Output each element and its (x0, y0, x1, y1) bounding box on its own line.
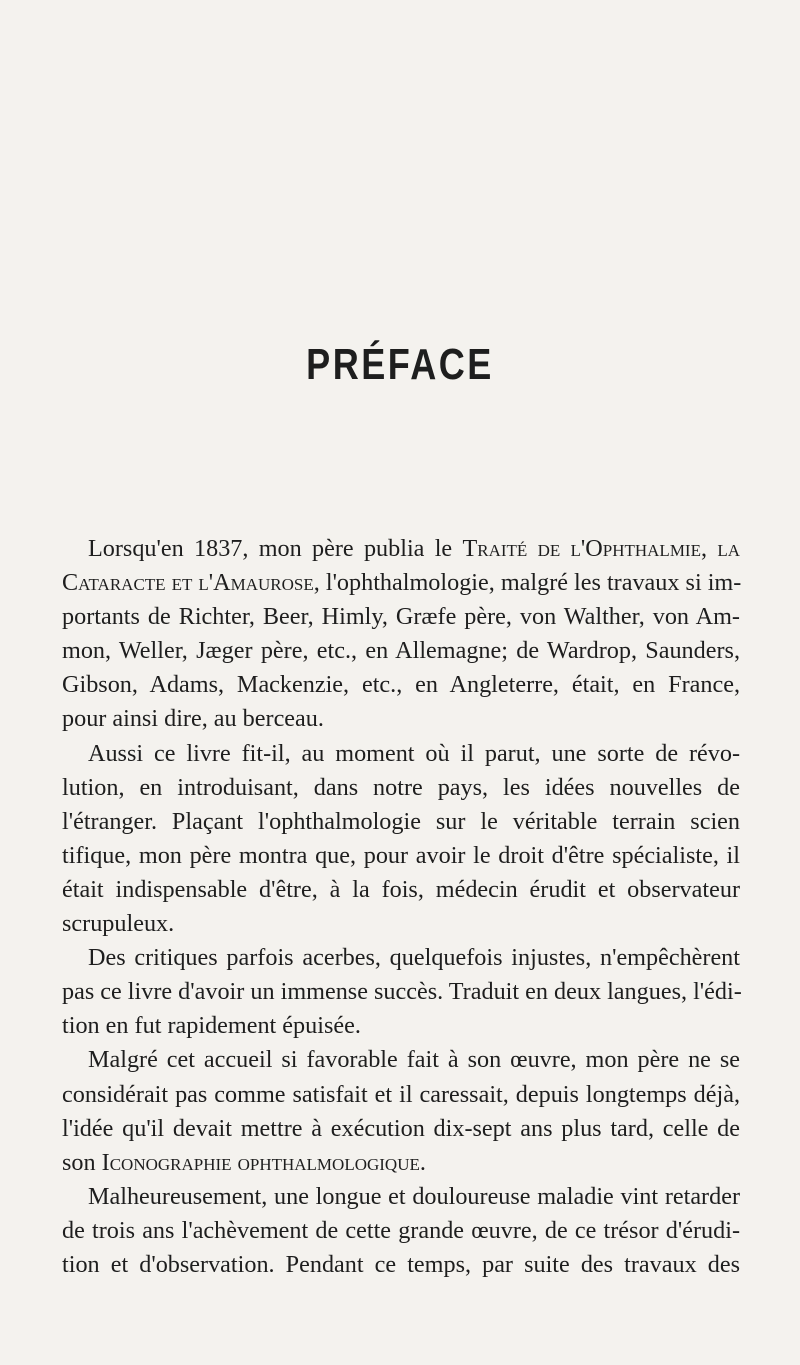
text-run: lution, en introduisant, dans notre pays, les idées nouvelles de (62, 773, 740, 801)
text-run: Lorsqu'en 1837, mon père publia le (88, 535, 463, 562)
small-caps-title: Cataracte et l'Amaurose, (62, 569, 320, 597)
text-line (62, 907, 740, 941)
text-line (62, 1248, 740, 1282)
text-run: était indispensable d'être, à la fois, médecin érudit et observateur (62, 875, 740, 903)
text-run: l'étranger. Plaçant l'ophthalmologie sur le véritable terrain scien (62, 807, 740, 835)
text-line (62, 941, 740, 975)
text-run: Aussi ce livre fit-il, au moment où il parut, une sorte de révo- (88, 739, 740, 767)
text-line (62, 1009, 740, 1043)
text-line (62, 1112, 740, 1146)
text-run: considérait pas comme satisfait et il caressait, depuis longtemps déjà, (62, 1080, 740, 1108)
text-line (62, 1078, 740, 1112)
text-line (62, 702, 740, 736)
text-run: son (62, 1148, 102, 1176)
text-line (62, 839, 740, 873)
text-run: scrupuleux. (62, 910, 175, 938)
text-line (62, 1180, 740, 1214)
text-run: Malheureusement, une longue et douloureuse maladie vint retarder (88, 1182, 740, 1210)
text-run: de trois ans l'achèvement de cette grande œuvre, de ce trésor d'érudi- (62, 1216, 740, 1244)
text-line (62, 771, 740, 805)
text-run: l'idée qu'il devait mettre à exécution dix-sept ans plus tard, celle de (62, 1114, 740, 1142)
text-run: l'ophthalmologie, malgré les travaux si im- (319, 569, 742, 597)
text-run: tifique, mon père montra que, pour avoir le droit d'être spécialiste, il (62, 841, 740, 869)
text-run: portants de Richter, Beer, Himly, Græfe père, von Walther, von Am- (62, 603, 740, 631)
text-run: tion en fut rapidement épuisée. (62, 1012, 361, 1040)
text-line (62, 668, 740, 702)
small-caps-title: Traité de l'Ophthalmie, la (462, 535, 740, 562)
text-run: Gibson, Adams, Mackenzie, etc., en Angleterre, était, en France, (62, 671, 740, 699)
text-line (62, 1214, 740, 1248)
text-line (62, 600, 740, 634)
text-line (62, 1043, 740, 1077)
page-title: PRÉFACE (306, 340, 494, 389)
text-line (62, 634, 740, 668)
text-line (62, 566, 740, 600)
text-line (62, 805, 740, 839)
preface-text (62, 532, 740, 1282)
text-line (62, 873, 740, 907)
text-run: tion et d'observation. Pendant ce temps, par suite des travaux des (62, 1250, 740, 1278)
text-line (62, 1146, 740, 1180)
small-caps-title: Iconographie ophthalmologique. (101, 1148, 426, 1176)
text-line (62, 737, 740, 771)
text-run: Des critiques parfois acerbes, quelquefois injustes, n'empêchèrent (88, 944, 740, 972)
text-run: Malgré cet accueil si favorable fait à son œuvre, mon père ne se (88, 1046, 740, 1074)
text-run: pour ainsi dire, au berceau. (62, 705, 324, 733)
text-line (62, 532, 740, 566)
text-run: mon, Weller, Jæger père, etc., en Allemagne; de Wardrop, Saunders, (62, 637, 740, 665)
text-line (62, 975, 740, 1009)
text-run: pas ce livre d'avoir un immense succès. Traduit en deux langues, l'édi- (62, 978, 742, 1006)
